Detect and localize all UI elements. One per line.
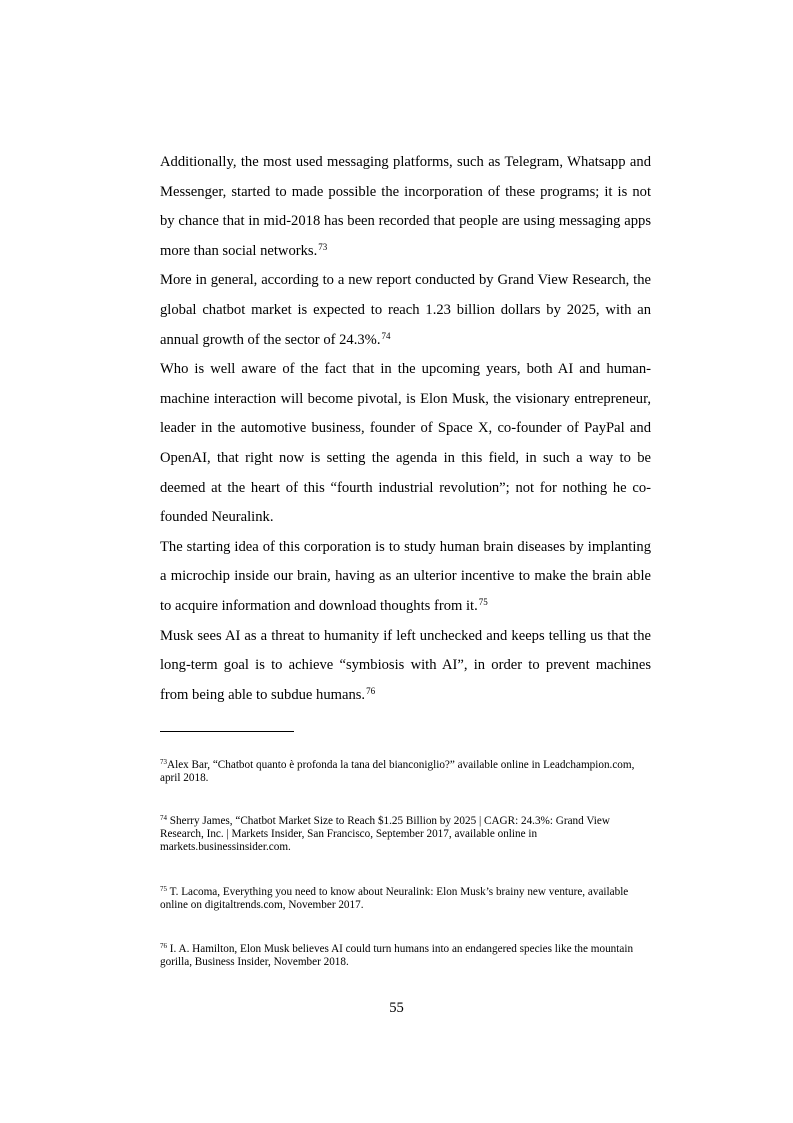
- footnote-number: 76: [160, 942, 167, 950]
- paragraph-elon-musk: [160, 355, 651, 533]
- footnote-text: T. Lacoma, Everything you need to know about Neuralink: Elon Musk’s brainy new venture, available online on digitaltrends.com, November 2017.: [160, 886, 629, 912]
- page-number: 55: [389, 1000, 404, 1016]
- paragraph-text: More in general, according to a new report conducted by Grand View Research, the global chatbot market is expected to reach 1.23 billion dollars by 2025, with an annual growth of the sector of 24.3%.: [160, 272, 651, 348]
- footnote-text: Alex Bar, “Chatbot quanto è profonda la tana del bianconiglio?” available online in Leadchampion.com, april 2018.: [160, 759, 635, 785]
- footnote-ref: 76: [366, 685, 376, 696]
- paragraph-text: The starting idea of this corporation is to study human brain diseases by implanting a microchip inside our brain, having as an ulterior incentive to make the brain able to acquire information and download thoughts from it.: [160, 538, 651, 614]
- footnote-text: Sherry James, “Chatbot Market Size to Reach $1.25 Billion by 2025 | CAGR: 24.3%: Grand View Research, Inc. | Markets Insider, San Francisco, September 2017, available online in markets.businessinsider.com.: [160, 815, 610, 854]
- footnote-separator: [160, 731, 294, 732]
- footnote-text: I. A. Hamilton, Elon Musk believes AI could turn humans into an endangered species like the mountain gorilla, Business Insider, November 2018.: [160, 943, 634, 969]
- paragraph-neuralink: [160, 533, 651, 622]
- paragraph-chatbot-market: [160, 266, 651, 355]
- footnote-74: [160, 815, 640, 855]
- footnote-76: [160, 943, 640, 969]
- footnote-75: [160, 886, 640, 912]
- paragraph-text: Additionally, the most used messaging platforms, such as Telegram, Whatsapp and Messenger, started to made possible the incorporation of these programs; it is not by chance that in mid-2018 has been recorded that people are using messaging apps more than social networks.: [160, 154, 651, 259]
- paragraph-text: Musk sees AI as a threat to humanity if left unchecked and keeps telling us that the long-term goal is to achieve “symbiosis with AI”, in order to prevent machines from being able to subdue humans.: [160, 627, 651, 703]
- footnote-73: [160, 759, 640, 785]
- footnote-ref: 73: [318, 241, 328, 252]
- footnote-ref: 75: [478, 596, 488, 607]
- footnote-number: 74: [160, 814, 167, 822]
- footnote-ref: 74: [381, 330, 391, 341]
- paragraph-messaging-platforms: [160, 148, 651, 266]
- footnote-number: 75: [160, 885, 167, 893]
- body-text: [160, 148, 651, 710]
- footnote-number: 73: [160, 758, 167, 766]
- paragraph-text: Who is well aware of the fact that in the upcoming years, both AI and human-machine interaction will become pivotal, is Elon Musk, the visionary entrepreneur, leader in the automotive business, founder of Space X, co-founder of PayPal and OpenAI, that right now is setting the agenda in this field, in such a way to be deemed at the heart of this “fourth industrial revolution”; not for nothing he co-founded Neuralink.: [160, 361, 651, 526]
- paragraph-ai-threat: [160, 622, 651, 711]
